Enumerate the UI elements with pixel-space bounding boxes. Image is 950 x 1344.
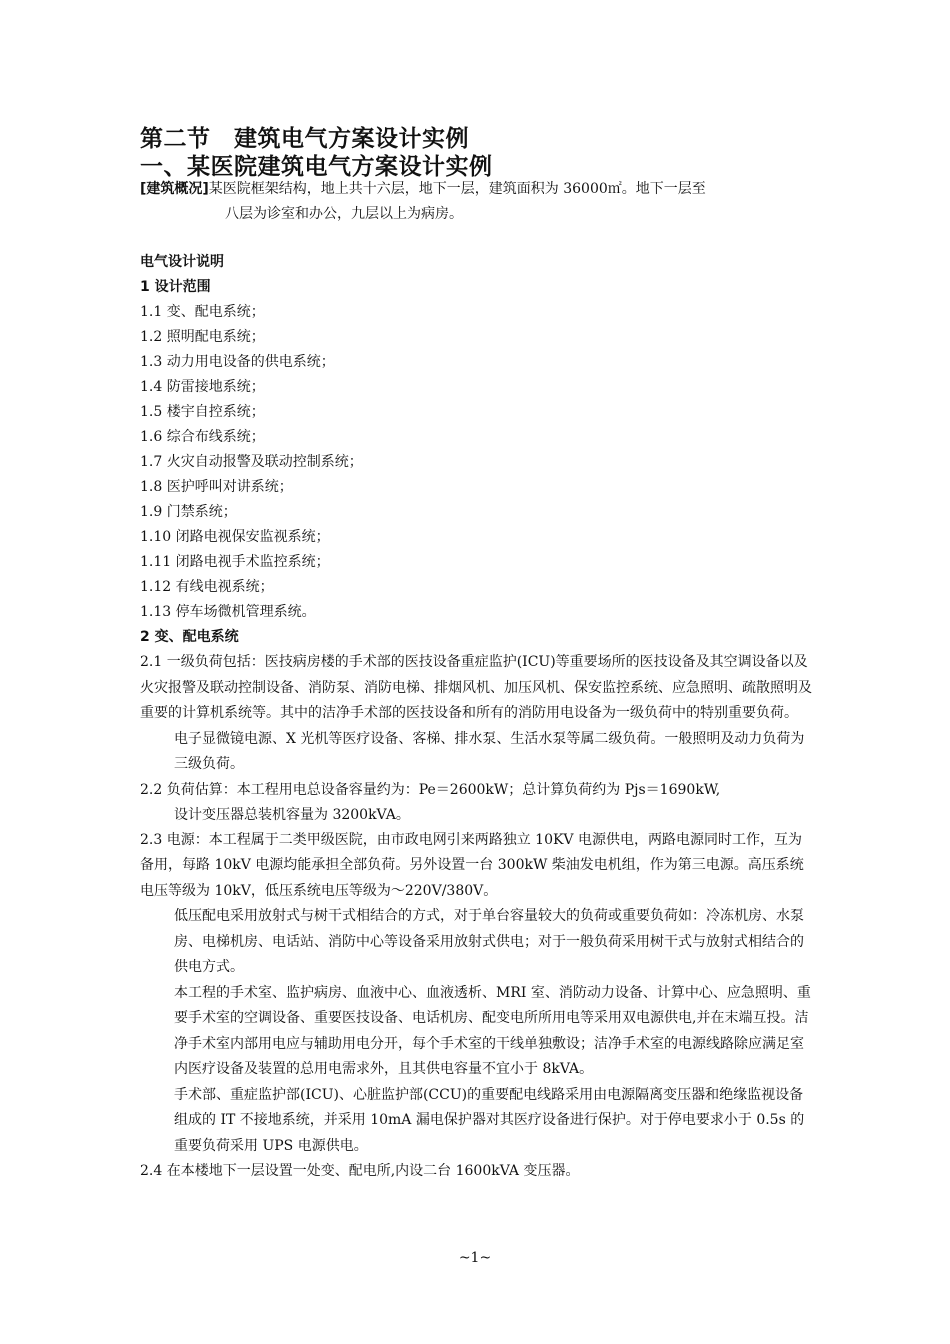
scope-title: 1 设计范围 xyxy=(140,279,211,295)
design-title: 电气设计说明 xyxy=(140,254,224,270)
paragraph-2-1-secondary: 电子显微镜电源、X 光机等医疗设备、客梯、排水泵、生活水泵等属二级负荷。一般照明及动力负荷为三级负荷。 xyxy=(174,730,805,772)
paragraph-2-4: 2.4 在本楼地下一层设置一处变、配电所,内设二台 1600kVA 变压器。 xyxy=(140,1163,580,1179)
page-number: ~1~ xyxy=(458,1250,492,1266)
paragraph-2-3-distribution: 低压配电采用放射式与树干式相结合的方式，对于单台容量较大的负荷或重要负荷如：冷冻机房、水泵房、电梯机房、电话站、消防中心等设备采用放射式供电；对于一般负荷采用树干式与放射式相结合的供电方式。 xyxy=(174,908,804,975)
paragraph-2-3: 2.3 电源：本工程属于二类甲级医院，由市政电网引来两路独立 10KV 电源供电，两路电源同时工作，互为备用，每路 10kV 电源均能承担全部负荷。另外设置一台 300kW 柴油发电机组，作为第三电源。高压系统电压等级为 10kV，低压系统电压等级为～220V/380V。 xyxy=(140,831,804,899)
scope-item: 1.7 火灾自动报警及联动控制系统； xyxy=(140,454,363,470)
overview-label: [建筑概况] xyxy=(140,181,209,197)
scope-item: 1.1 变、配电系统； xyxy=(140,304,265,320)
subsection-title: 一、某医院建筑电气方案设计实例 xyxy=(140,154,493,180)
building-overview xyxy=(140,177,812,227)
scope-item: 1.8 医护呼叫对讲系统； xyxy=(140,479,293,495)
section-title: 第二节 建筑电气方案设计实例 xyxy=(140,126,469,152)
power-title: 2 变、配电系统 xyxy=(140,629,239,645)
scope-item: 1.9 门禁系统； xyxy=(140,504,237,520)
scope-item: 1.13 停车场微机管理系统。 xyxy=(140,604,316,620)
scope-item: 1.2 照明配电系统； xyxy=(140,329,265,345)
paragraph-2-1: 2.1 一级负荷包括：医技病房楼的手术部的医技设备重症监护(ICU)等重要场所的医技设备及其空调设备以及火灾报警及联动控制设备、消防泵、消防电梯、排烟风机、加压风机、保安监控系统、应急照明、疏散照明及重要的计算机系统等。其中的洁净手术部的医技设备和所有的消防用电设备为一级负荷中的特别重要负荷。 xyxy=(140,654,812,721)
overview-line-2: 八层为诊室和办公，九层以上为病房。 xyxy=(225,206,463,222)
scope-item: 1.3 动力用电设备的供电系统； xyxy=(140,354,335,370)
overview-line-1: 某医院框架结构，地上共十六层，地下一层，建筑面积为 36000㎡。地下一层至 xyxy=(208,181,706,197)
scope-item: 1.11 闭路电视手术监控系统； xyxy=(140,554,330,570)
scope-item: 1.10 闭路电视保安监视系统； xyxy=(140,529,330,545)
design-description xyxy=(140,250,812,1184)
scope-item: 1.12 有线电视系统； xyxy=(140,579,274,595)
paragraph-2-2: 2.2 负荷估算：本工程用电总设备容量约为：Pe＝2600kW；总计算负荷约为 Pjs＝1690kW, xyxy=(140,781,721,798)
paragraph-2-3-it-system: 手术部、重症监护部(ICU)、心脏监护部(CCU)的重要配电线路采用由电源隔离变压器和绝缘监视设备组成的 IT 不接地系统，并采用 10mA 漏电保护器对其医疗设备进行保护。对于停电要求小于 0.5s 的重要负荷采用 UPS 电源供电。 xyxy=(174,1086,805,1154)
scope-item: 1.6 综合布线系统； xyxy=(140,429,265,445)
scope-item: 1.5 楼宇自控系统； xyxy=(140,404,265,420)
scope-item: 1.4 防雷接地系统； xyxy=(140,379,265,395)
paragraph-2-3-dual-supply: 本工程的手术室、监护病房、血液中心、血液透析、MRI 室、消防动力设备、计算中心、应急照明、重要手术室的空调设备、重要医技设备、电话机房、配变电所所用电等采用双电源供电,并在末端互投。洁净手术室内部用电应与辅助用电分开，每个手术室的干线单独敷设；洁净手术室的电源线路除应满足室内医疗设备及装置的总用电需求外，且其供电容量不宜小于 8kVA。 xyxy=(174,984,811,1077)
paragraph-2-2-continued: 设计变压器总装机容量为 3200kVA。 xyxy=(174,806,410,823)
